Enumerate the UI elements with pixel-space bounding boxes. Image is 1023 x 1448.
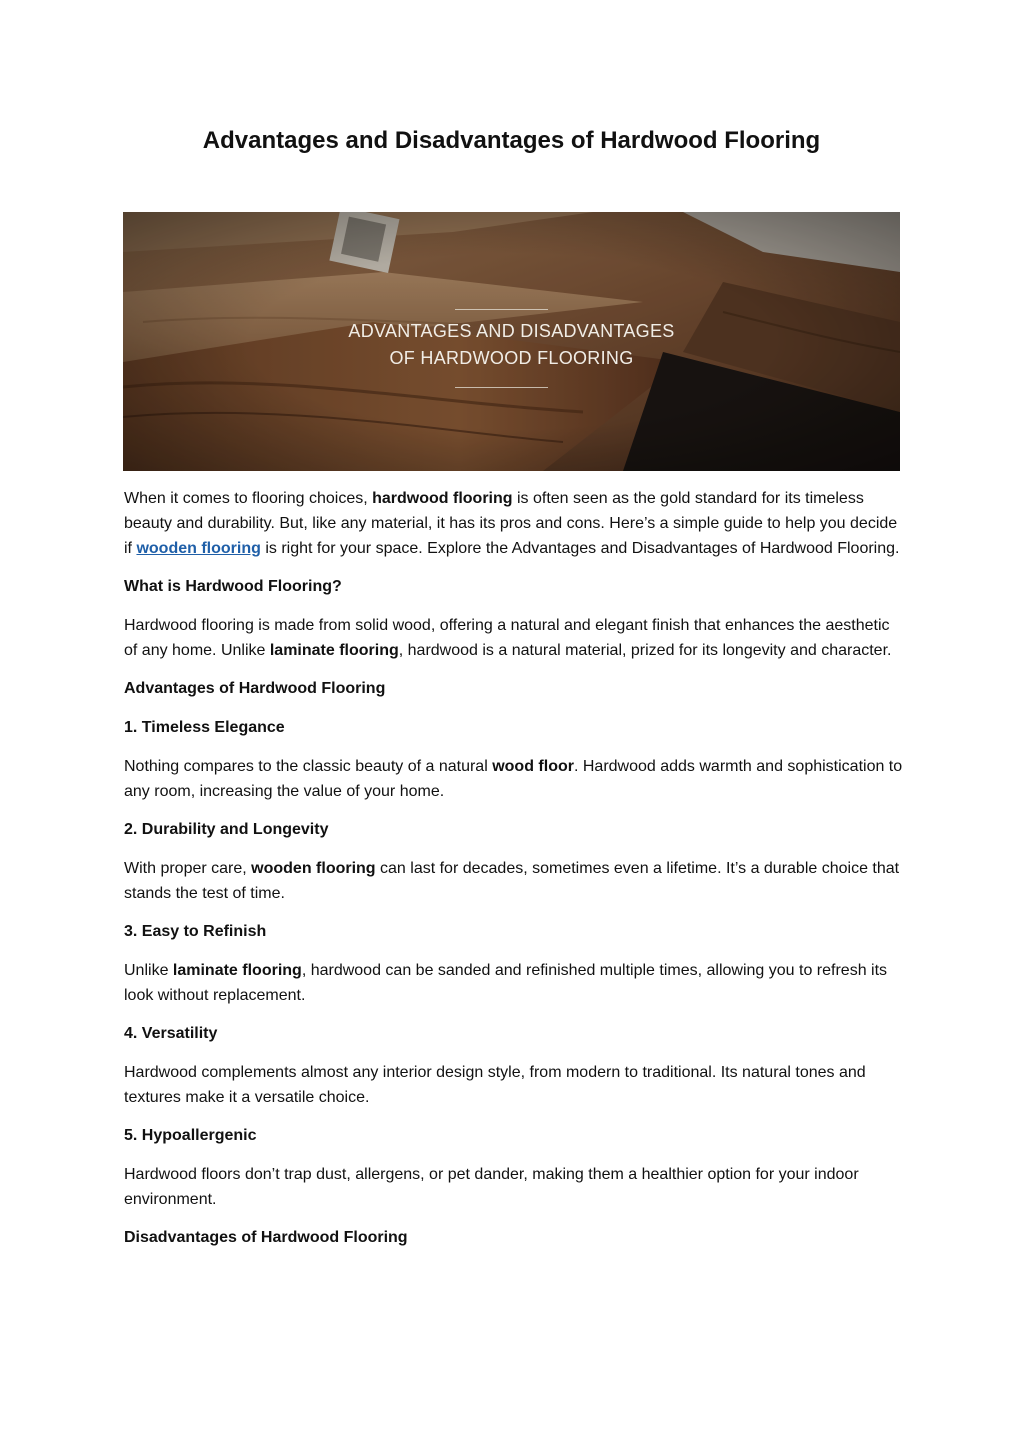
banner-line-1: ADVANTAGES AND DISADVANTAGES <box>348 321 675 341</box>
adv1-heading: 1. Timeless Elegance <box>124 719 285 736</box>
banner-line-2: OF HARDWOOD FLOORING <box>389 348 634 368</box>
adv2-bold-term: wooden flooring <box>251 860 376 877</box>
adv5-paragraph: Hardwood floors don’t trap dust, allergens, or pet dander, making them a healthier option for your indoor environment. <box>124 1166 859 1208</box>
adv1-text-2: . Hardwood adds warmth and sophistication to any room, increasing the value of your home. <box>124 758 903 800</box>
disadvantages-heading: Disadvantages of Hardwood Flooring <box>124 1229 408 1246</box>
adv2-text-2: can last for decades, sometimes even a lifetime. It’s a durable choice that stands the test of time. <box>124 860 900 902</box>
what-is-bold-term: laminate flooring <box>269 642 399 659</box>
adv1-paragraph <box>124 754 904 804</box>
intro-paragraph <box>124 486 904 561</box>
what-is-paragraph <box>124 613 904 663</box>
adv1-bold-term: wood floor <box>492 758 574 775</box>
intro-text-1: When it comes to flooring choices, <box>124 490 373 507</box>
adv5-heading: 5. Hypoallergenic <box>124 1127 257 1144</box>
adv4-heading: 4. Versatility <box>124 1025 218 1042</box>
banner-divider-top <box>455 309 548 310</box>
banner-caption <box>0 318 1023 372</box>
advantages-heading: Advantages of Hardwood Flooring <box>124 680 386 697</box>
what-is-text-2: , hardwood is a natural material, prized for its longevity and character. <box>398 642 892 659</box>
adv2-heading: 2. Durability and Longevity <box>124 821 329 838</box>
adv4-paragraph: Hardwood complements almost any interior design style, from modern to traditional. Its natural tones and textures make it a versatile choice. <box>124 1064 866 1106</box>
intro-text-2: is often seen as the gold standard for its timeless beauty and durability. But, like any material, it has its pros and cons. Here’s a simple guide to help you decide if <box>124 490 898 557</box>
page-title: Advantages and Disadvantages of Hardwood Flooring <box>202 127 821 154</box>
banner-divider-bottom <box>455 387 548 388</box>
what-is-heading: What is Hardwood Flooring? <box>124 578 342 595</box>
adv3-heading: 3. Easy to Refinish <box>124 923 267 940</box>
adv3-text-2: , hardwood can be sanded and refinished multiple times, allowing you to refresh its look without replacement. <box>124 962 888 1004</box>
intro-text-3: is right for your space. Explore the Advantages and Disadvantages of Hardwood Flooring. <box>260 540 900 557</box>
adv3-text-1: Unlike <box>124 962 173 979</box>
adv3-bold-term: laminate flooring <box>172 962 302 979</box>
what-is-text-1: Hardwood flooring is made from solid wood, offering a natural and elegant finish that enhances the aesthetic of any home. Unlike <box>124 617 890 659</box>
adv3-paragraph <box>124 958 904 1008</box>
adv2-text-1: With proper care, <box>124 860 252 877</box>
wooden-flooring-link[interactable]: wooden flooring <box>136 540 261 557</box>
intro-bold-term: hardwood flooring <box>372 490 513 507</box>
adv1-text-1: Nothing compares to the classic beauty of a natural <box>124 758 493 775</box>
adv2-paragraph <box>124 856 904 906</box>
article-body <box>124 486 904 1264</box>
